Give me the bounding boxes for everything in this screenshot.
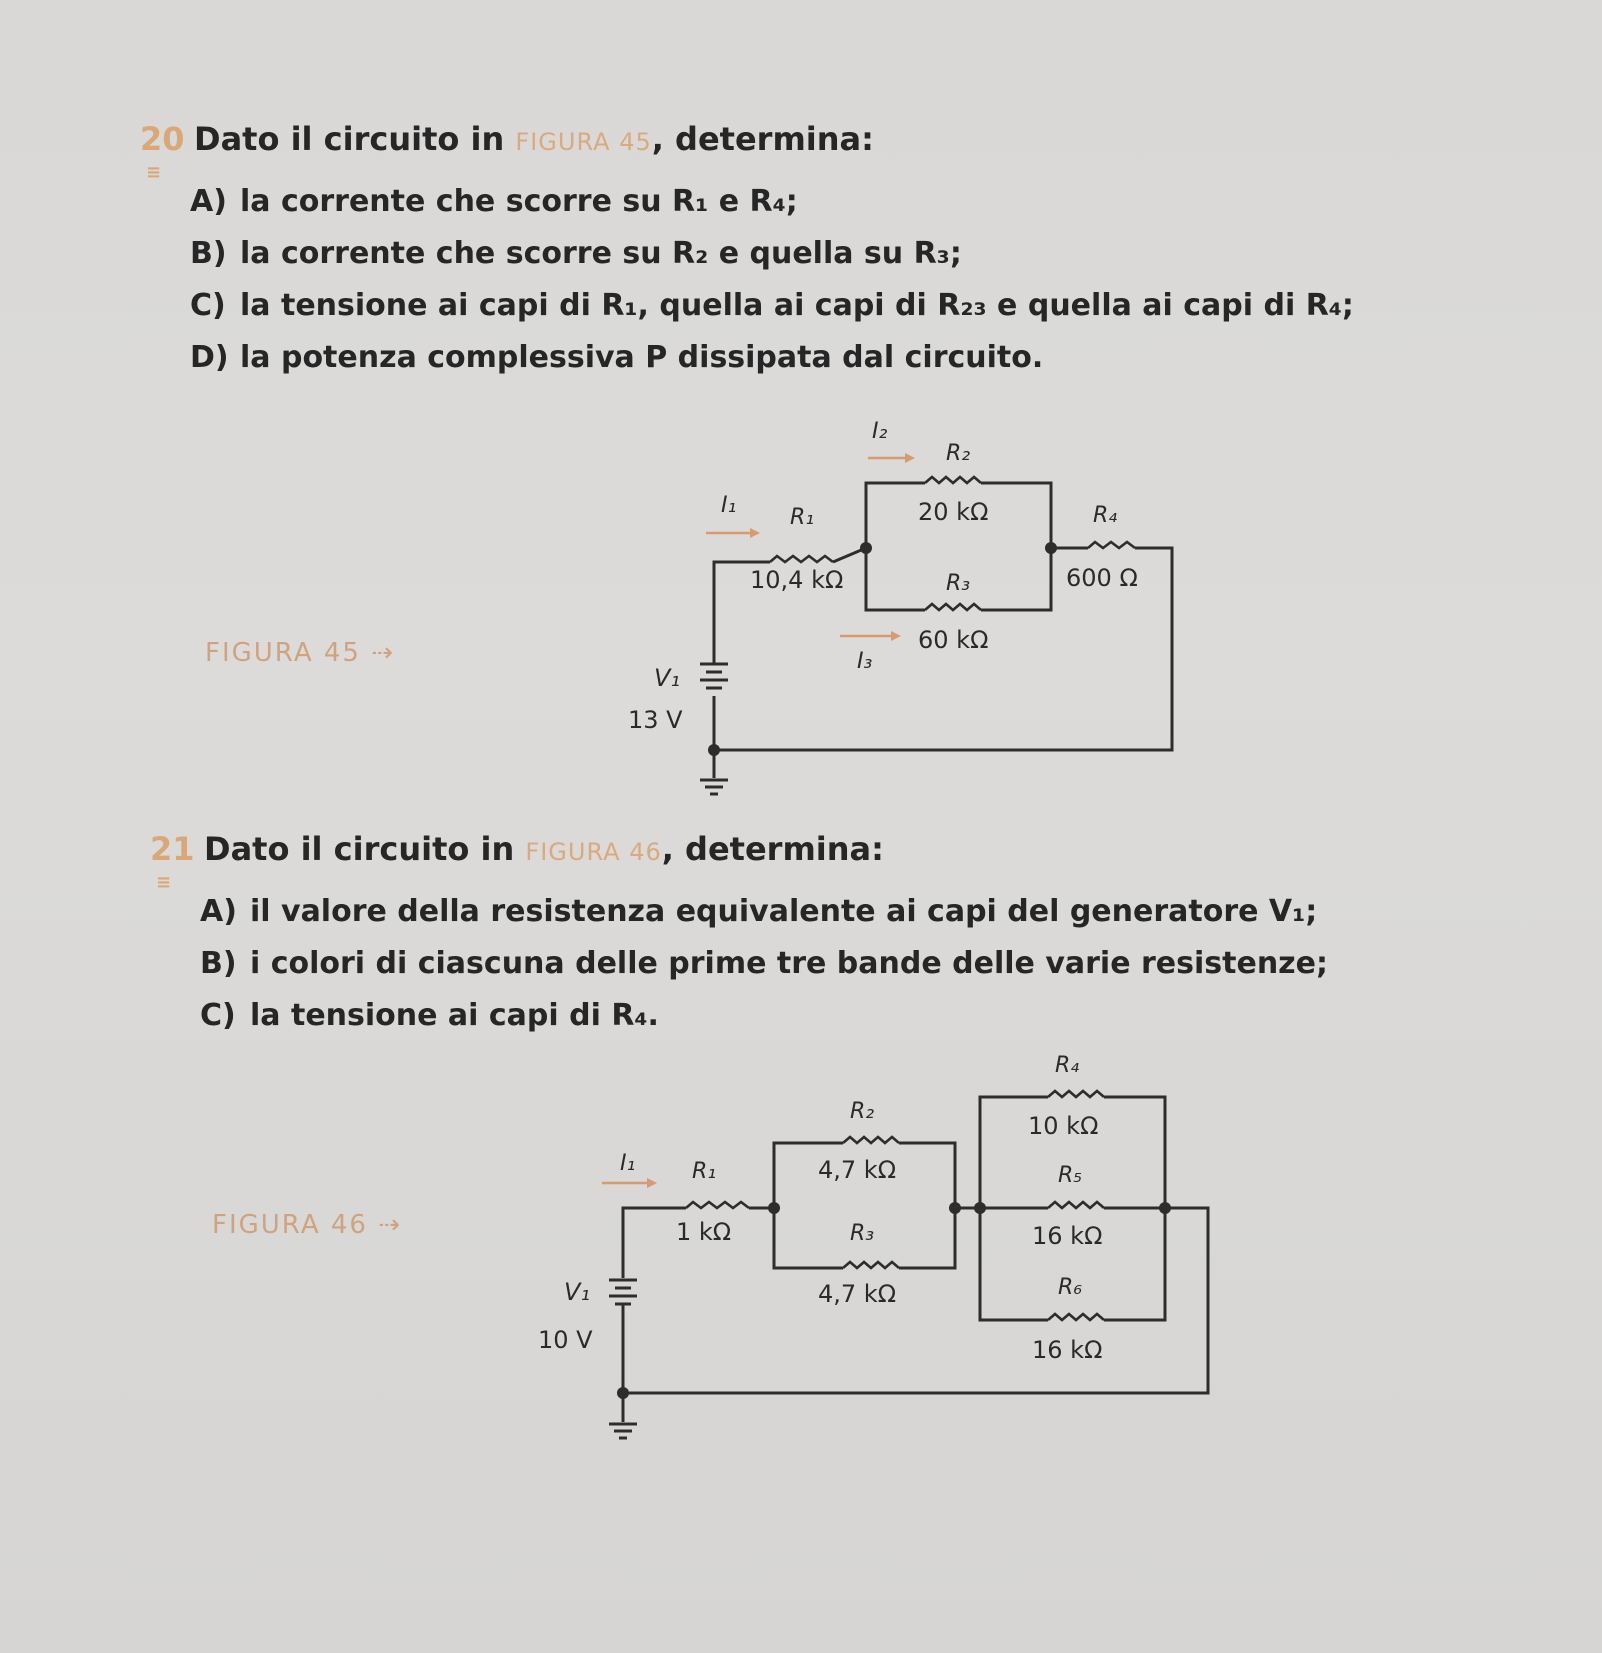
resistor-label-r3: R₃: [850, 1221, 875, 1246]
list-item: A) la corrente che scorre su R₁ e R₄;: [190, 184, 798, 219]
resistor-r2: [843, 1137, 899, 1143]
list-item: D) la potenza complessiva P dissipata dal circuito.: [190, 340, 1044, 375]
figure-reference: FIGURA 46: [525, 838, 662, 866]
resistor-label-r1: R₁: [790, 505, 815, 530]
resistor-value-r4: 600 Ω: [1066, 564, 1138, 592]
exercise-intro-end: , determina:: [651, 120, 874, 158]
figure-46-arrows: [602, 1178, 657, 1188]
resistor-value-r2: 20 kΩ: [918, 498, 989, 526]
current-label-i1: I₁: [721, 493, 737, 518]
resistor-label-r3: R₃: [946, 571, 971, 596]
exercise-number: 20: [140, 120, 185, 158]
resistor-value-r3: 4,7 kΩ: [818, 1280, 897, 1308]
resistor-r1: [686, 1202, 749, 1208]
figure-46-label: FIGURA 46 ⇢: [212, 1210, 402, 1240]
list-item: B) la corrente che scorre su R₂ e quella su R₃;: [190, 236, 962, 271]
source-value-v1: 10 V: [538, 1326, 593, 1354]
resistor-r4: [1048, 1091, 1104, 1097]
exercise-intro: Dato il circuito in: [194, 120, 505, 158]
list-item: A) il valore della resistenza equivalente ai capi del generatore V₁;: [200, 894, 1318, 929]
exercise-intro-end: , determina:: [661, 830, 884, 868]
current-label-i3: I₃: [857, 649, 873, 674]
source-value-v1: 13 V: [628, 706, 683, 734]
resistor-label-r2: R₂: [946, 441, 971, 466]
resistor-label-r2: R₂: [850, 1099, 875, 1124]
resistor-label-r5: R₅: [1058, 1163, 1083, 1188]
exercise-number: 21: [150, 830, 195, 868]
current-label-i1: I₁: [620, 1151, 636, 1176]
figure-46-wires: [609, 1091, 1208, 1438]
list-item: C) la tensione ai capi di R₁, quella ai capi di R₂₃ e quella ai capi di R₄;: [190, 288, 1354, 323]
resistor-label-r1: R₁: [692, 1159, 717, 1184]
resistor-r6: [1048, 1314, 1104, 1320]
resistor-value-r1: 10,4 kΩ: [750, 566, 844, 594]
exercise-intro: Dato il circuito in: [204, 830, 515, 868]
list-item: B) i colori di ciascuna delle prime tre bande delle varie resistenze;: [200, 946, 1328, 981]
resistor-label-r4: R₄: [1055, 1053, 1080, 1078]
difficulty-icon: ≡: [146, 162, 162, 183]
difficulty-icon: ≡: [156, 872, 172, 893]
source-label-v1: V₁: [564, 1278, 591, 1306]
resistor-value-r2: 4,7 kΩ: [818, 1156, 897, 1184]
resistor-value-r1: 1 kΩ: [676, 1218, 732, 1246]
list-item: C) la tensione ai capi di R₄.: [200, 998, 659, 1033]
figure-45-label: FIGURA 45 ⇢: [205, 638, 395, 668]
source-label-v1: V₁: [654, 664, 681, 692]
resistor-r3: [843, 1262, 899, 1268]
resistor-value-r5: 16 kΩ: [1032, 1222, 1103, 1250]
resistor-label-r6: R₆: [1058, 1275, 1083, 1300]
resistor-r5: [1048, 1202, 1104, 1208]
resistor-label-r4: R₄: [1093, 503, 1118, 528]
resistor-value-r3: 60 kΩ: [918, 626, 989, 654]
current-label-i2: I₂: [872, 419, 888, 444]
resistor-value-r4: 10 kΩ: [1028, 1112, 1099, 1140]
resistor-value-r6: 16 kΩ: [1032, 1336, 1103, 1364]
figure-reference: FIGURA 45: [515, 128, 652, 156]
